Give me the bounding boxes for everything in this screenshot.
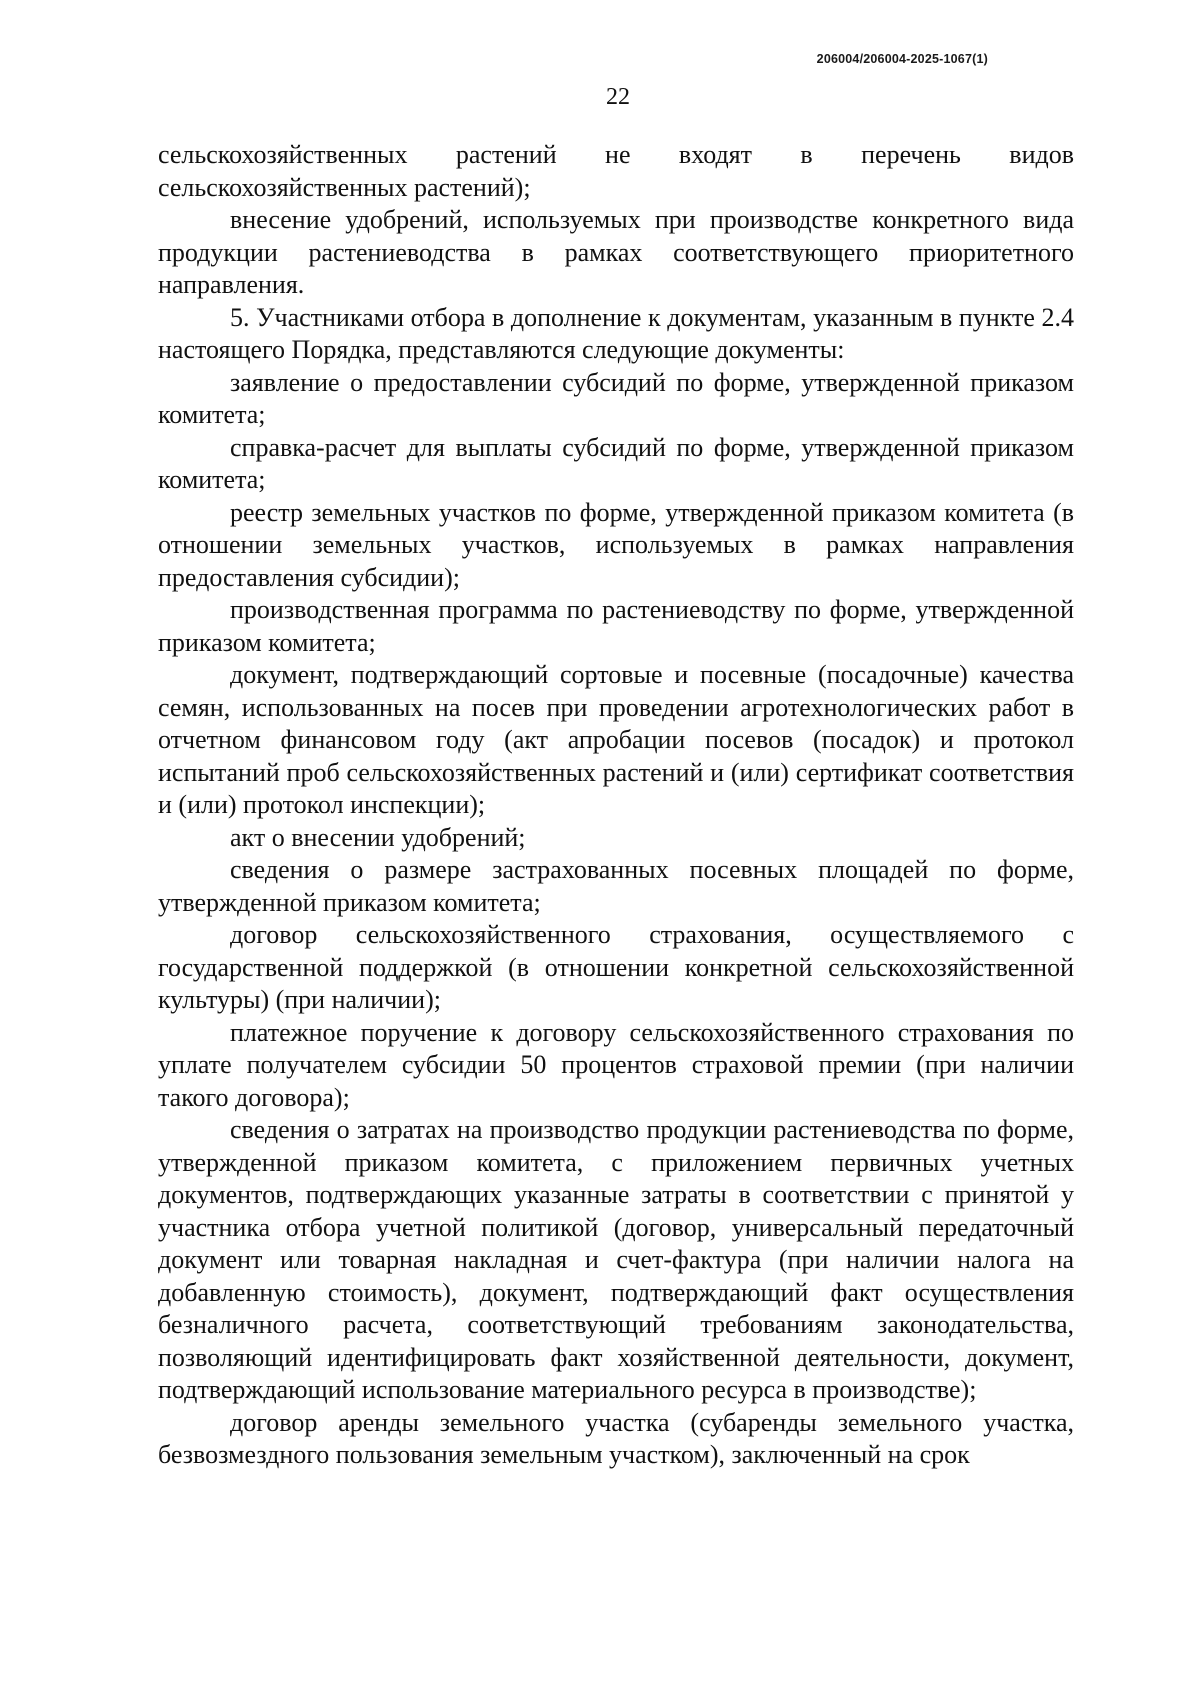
paragraph: заявление о предоставлении субсидий по форме, утвержденной приказом комитета; xyxy=(158,367,1074,429)
paragraph: договор аренды земельного участка (субаренды земельного участка, безвозмездного пользования земельным участком), заключенный на срок xyxy=(158,1407,1074,1469)
document-body xyxy=(158,139,1074,1472)
paragraph: сведения о размере застрахованных посевных площадей по форме, утвержденной приказом комитета; xyxy=(158,855,1074,917)
paragraph: реестр земельных участков по форме, утвержденной приказом комитета (в отношении земельных участков, используемых в рамках направления предоставления субсидии); xyxy=(158,497,1074,592)
paragraph: сведения о затратах на производство продукции растениеводства по форме, утвержденной приказом комитета, с приложением первичных учетных документов, подтверждающих указанные затраты в соответствии с принятой у участника отбора учетной политикой (договор, универсальный передаточный документ или товарная накладная и счет-фактура (при наличии налога на добавленную стоимость), документ, подтверждающий факт осуществления безналичного расчета, соответствующий требованиям законодательства, позволяющий идентифицировать факт хозяйственной деятельности, документ, подтверждающий использование материального ресурса в производстве); xyxy=(158,1115,1074,1404)
paragraph: платежное поручение к договору сельскохозяйственного страхования по уплате получателем субсидии 50 процентов страховой премии (при наличии такого договора); xyxy=(158,1017,1074,1112)
paragraph: сельскохозяйственных растений не входят в перечень видов сельскохозяйственных растений); xyxy=(158,140,1074,202)
paragraph: акт о внесении удобрений; xyxy=(230,822,526,852)
paragraph: внесение удобрений, используемых при производстве конкретного вида продукции растениеводства в рамках соответствующего приоритетного направления. xyxy=(158,205,1074,299)
document-id: 206004/206004-2025-1067(1) xyxy=(816,52,988,66)
page-number: 22 xyxy=(606,84,630,110)
paragraph: производственная программа по растениеводству по форме, утвержденной приказом комитета; xyxy=(158,595,1074,657)
paragraph: договор сельскохозяйственного страхования, осуществляемого с государственной поддержкой (в отношении конкретной сельскохозяйственной культуры) (при наличии); xyxy=(158,920,1074,1014)
paragraph: 5. Участниками отбора в дополнение к документам, указанным в пункте 2.4 настоящего Порядка, представляются следующие документы: xyxy=(158,302,1074,364)
paragraph: справка-расчет для выплаты субсидий по форме, утвержденной приказом комитета; xyxy=(158,432,1074,494)
paragraph: документ, подтверждающий сортовые и посевные (посадочные) качества семян, использованных на посев при проведении агротехнологических работ в отчетном финансовом году (акт апробации посевов (посадок) и протокол испытаний проб сельскохозяйственных растений и (или) сертификат соответствия и (или) протокол инспекции); xyxy=(158,660,1074,819)
